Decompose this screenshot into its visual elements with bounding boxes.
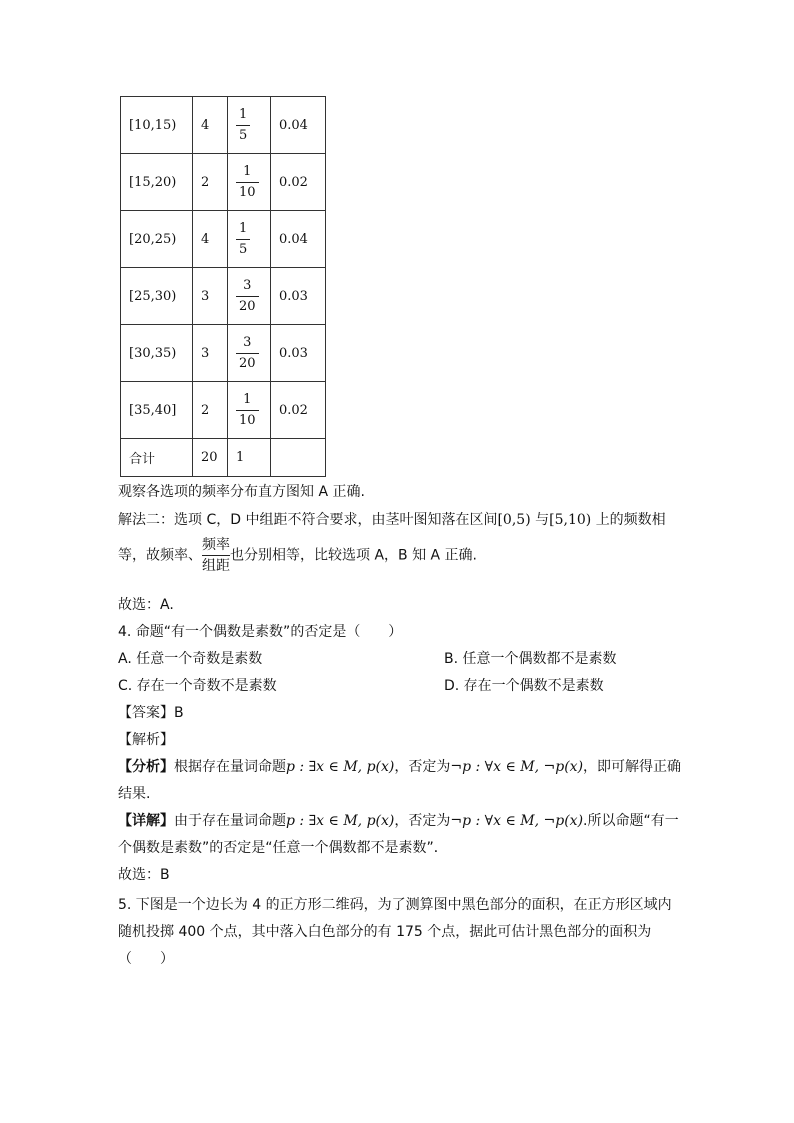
frequency-cell [228, 268, 271, 325]
question-5-line2: 随机投掷 400 个点，其中落入白色部分的有 175 个点，据此可估计黑色部分的面积为 [118, 924, 652, 940]
frequency-cell [228, 325, 271, 382]
ratio-cell: 0.02 [271, 154, 326, 211]
frequency-over-width-fraction: 频率 组距 [202, 537, 230, 575]
table-row [121, 154, 326, 211]
frequency-cell [228, 97, 271, 154]
fenxi-line1: 【分析】根据存在量词命题p : ∃x ∈ M, p(x)，否定为¬p : ∀x ∈ M, ¬p(x)，即可解得正确 [118, 759, 682, 775]
table-row [121, 211, 326, 268]
interval-cell: [15,20) [121, 154, 193, 211]
ratio-cell: 0.04 [271, 97, 326, 154]
ratio-cell: 0.02 [271, 382, 326, 439]
table-row [121, 268, 326, 325]
choose-a-line: 故选：A. [118, 597, 174, 613]
count-cell: 2 [193, 154, 228, 211]
frequency-fraction: $\frac{3}{20}$ [236, 336, 259, 370]
interval-cell: [35,40] [121, 382, 193, 439]
option-a: A. 任意一个奇数是素数 [118, 651, 263, 667]
frequency-fraction: $\frac{1}{5}$ [236, 108, 250, 142]
interval-cell: [10,15) [121, 97, 193, 154]
question-4: 4. 命题“有一个偶数是素数”的否定是（ ） [118, 624, 403, 640]
question-5-line1: 5. 下图是一个边长为 4 的正方形二维码，为了测算图中黑色部分的面积，在正方形区域内 [118, 897, 672, 913]
frequency-fraction: $\frac{3}{20}$ [236, 279, 259, 313]
interval-cell: [20,25) [121, 211, 193, 268]
ratio-cell: 0.04 [271, 211, 326, 268]
choose-b-line: 故选：B [118, 867, 170, 883]
analysis-line: 【解析】 [118, 732, 174, 748]
xiangjie-line1: 【详解】由于存在量词命题p : ∃x ∈ M, p(x)，否定为¬p : ∀x ∈ M, ¬p(x).所以命题“有一 [118, 813, 679, 829]
count-cell: 3 [193, 325, 228, 382]
frequency-cell [228, 154, 271, 211]
answer-line: 【答案】B [118, 705, 184, 721]
question-5-line3: （ ） [118, 951, 174, 967]
frequency-cell [228, 211, 271, 268]
interval-cell: [25,30) [121, 268, 193, 325]
option-c: C. 存在一个奇数不是素数 [118, 678, 277, 694]
xiangjie-line2: 个偶数是素数”的否定是“任意一个偶数都不是素数”． [118, 840, 448, 856]
total-frequency-cell: 1 [228, 439, 271, 477]
frequency-table [120, 96, 326, 477]
count-cell: 2 [193, 382, 228, 439]
total-count-cell: 20 [193, 439, 228, 477]
table-row [121, 97, 326, 154]
observe-line: 观察各选项的频率分布直方图知 A 正确. [118, 484, 365, 500]
table-row [121, 382, 326, 439]
method2-line1: 解法二：选项 C，D 中组距不符合要求，由茎叶图知落在区间[0,5) 与[5,10) 上的频数相 [118, 512, 666, 528]
interval-cell: [30,35) [121, 325, 193, 382]
method2-line2: 等，故频率、 频率 组距 也分别相等，比较选项 A，B 知 A 正确. [118, 537, 478, 575]
ratio-cell: 0.03 [271, 268, 326, 325]
count-cell: 4 [193, 97, 228, 154]
option-d: D. 存在一个偶数不是素数 [444, 678, 604, 694]
count-cell: 4 [193, 211, 228, 268]
total-label-cell: 合计 [121, 439, 193, 477]
table-total-row [121, 439, 326, 477]
frequency-fraction: $\frac{1}{10}$ [236, 165, 259, 199]
fenxi-line2: 结果. [118, 786, 151, 802]
frequency-fraction: $\frac{1}{10}$ [236, 393, 259, 427]
count-cell: 3 [193, 268, 228, 325]
frequency-fraction: $\frac{1}{5}$ [236, 222, 250, 256]
total-empty-cell [271, 439, 326, 477]
option-b: B. 任意一个偶数都不是素数 [444, 651, 617, 667]
ratio-cell: 0.03 [271, 325, 326, 382]
table-row [121, 325, 326, 382]
frequency-cell [228, 382, 271, 439]
